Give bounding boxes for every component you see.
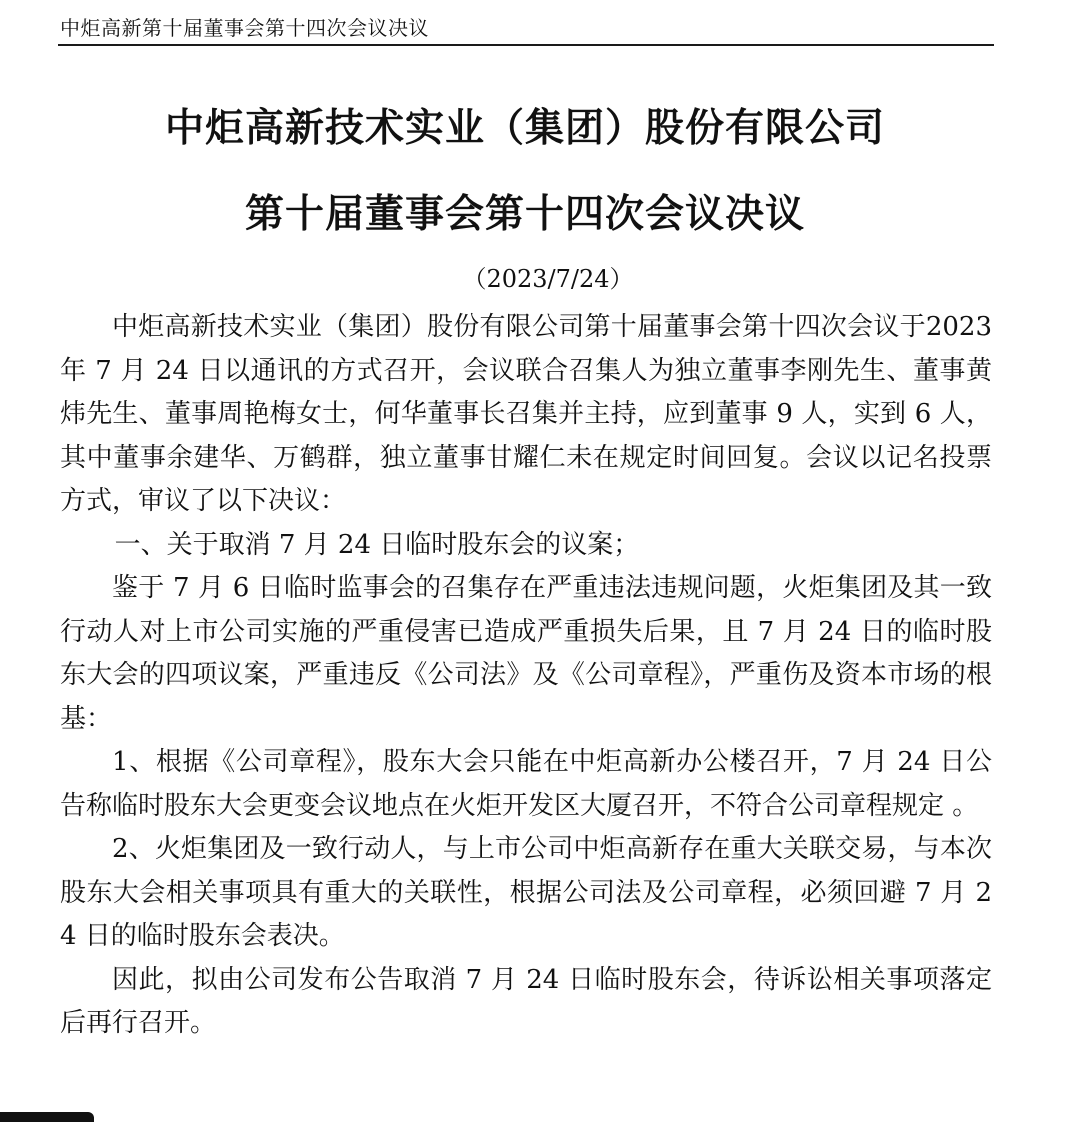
running-header: 中炬高新第十届董事会第十四次会议决议 xyxy=(60,16,429,40)
document-date: （2023/7/24） xyxy=(462,265,634,293)
document-title-meeting: 第十届董事会第十四次会议决议 xyxy=(244,192,805,237)
paragraph-reason-2: 2、火炬集团及一致行动人，与上市公司中炬高新存在重大关联交易，与本次股东大会相关事项具有重大的关联性，根据公司法及公司章程，必须回避 7 月 24 日的临时股东会表决。 xyxy=(60,834,992,951)
paragraph-conclusion: 因此，拟由公司发布公告取消 7 月 24 日临时股东会，待诉讼相关事项落定后再行召开。 xyxy=(60,964,992,1038)
paragraph-background: 鉴于 7 月 6 日临时监事会的召集存在严重违法违规问题，火炬集团及其一致行动人对上市公司实施的严重侵害已造成严重损失后果，且 7 月 24 日的临时股东大会的四项议案，严重违反《公司法》及《公司章程》，严重伤及资本市场的根基： xyxy=(60,573,992,734)
paragraph-reason-1: 1、根据《公司章程》，股东大会只能在中炬高新办公楼召开，7 月 24 日公告称临时股东大会更变会议地点在火炬开发区大厦召开，不符合公司章程规定 。 xyxy=(60,747,992,821)
header-rule xyxy=(58,44,994,46)
paragraph-resolution-heading: 一、关于取消 7 月 24 日临时股东会的议案； xyxy=(114,529,640,560)
page-corner-mark xyxy=(0,1112,94,1122)
document-title-company: 中炬高新技术实业（集团）股份有限公司 xyxy=(164,106,885,151)
paragraph-meeting-info: 中炬高新技术实业（集团）股份有限公司第十届董事会第十四次会议于2023 年 7 月 24 日以通讯的方式召开，会议联合召集人为独立董事李刚先生、董事黄炜先生、董事周艳梅女士，何华董事长召集并主持，应到董事 9 人，实到 6 人，其中董事余建华、万鹤群，独立董事甘耀仁未在规定时间回复。会议以记名投票方式，审议了以下决议： xyxy=(60,312,992,516)
document-body xyxy=(60,306,992,1046)
